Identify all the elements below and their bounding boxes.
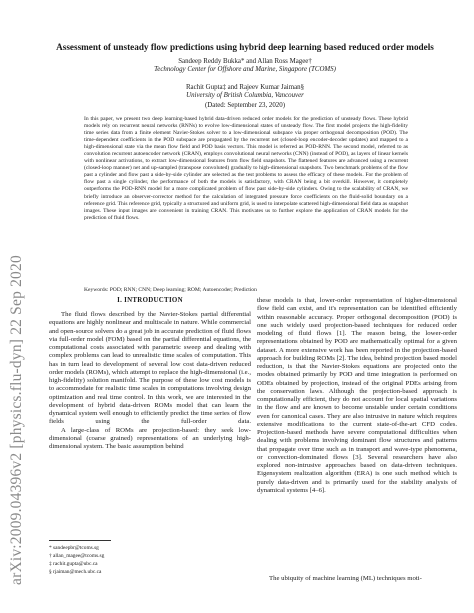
keywords: Keywords: POD; RNN; CNN; Deep learning; ROM; Autoencoder; Prediction [84,287,257,293]
body-paragraph: A large-class of ROMs are projection-based: they seek low-dimensional (coarse grained) representations of an underlying high-dimensional system. The basic assumption behind [49,426,251,450]
abstract: In this paper, we present two deep learning-based hybrid data-driven reduced order models for the prediction of unsteady flows. These hybrid models rely on recurrent neural networks (RNNs) to evolve low-dimensional states of unsteady flow. The first model projects the high-fidelity time series data from a finite element Navier-Stokes solver to a low-dimensional subspace via proper orthogonal decomposition (POD). The time-dependent coefficients in the POD subspace are propagated by the recurrent net (closed-loop encoder-decoder updates) and mapped to a high-dimensional state via the mean flow field and POD basis vectors. This model is referred as POD-RNN. The second model, referred to as convolution recurrent autoencoder network (CRAN), employs convolutional neural networks (CNN) (instead of POD), as layers of linear kernels with nonlinear activations, to extract low-dimensional features from flow field snapshots. The flattened features are advanced using a recurrent (closed-loop manner) net and up-sampled (transpose convoluted) gradually to high-dimensional snapshots. Two benchmark problems of the flow past a cylinder and flow past a side-by-side cylinder are selected as the test problems to assess the efficacy of these models. For the problem of flow past a single cylinder, the performance of both the models is satisfactory, with CRAN being a bit overkill. However, it completely outperforms the POD-RNN model for a more complicated problem of flow past side-by-side cylinders. Owing to the scalability of CRAN, we briefly introduce an observer-corrector method for the calculation of integrated pressure force coefficients on the fluid-solid boundary on a reference grid. This reference grid, typically a structured and uniform grid, is used to interpolate scattered high-dimensional field data as snapshot images. These input images are convenient in training CRAN. This motivates us to further explore the application of CRAN models for the prediction of fluid flows. [84,116,408,221]
author-block-1 [30,58,460,75]
footnote: ‡ rachit.gupta@ubc.ca [49,561,98,568]
author-block-2 [30,84,460,101]
author-affiliation: University of British Columbia, Vancouver [186,92,304,100]
body-paragraph-start: The ubiquity of machine learning (ML) techniques moti- [269,575,422,582]
author-names: Sandeep Reddy Bukka* and Allan Ross Magee† [178,58,312,65]
footnote: † allan_magee@tcoms.sg [49,553,105,560]
footnote: § rjaiman@mech.ubc.ca [49,569,102,576]
right-column [257,297,457,495]
author-names: Rachit Gupta‡ and Rajeev Kumar Jaiman§ [185,84,305,91]
footnote-rule [49,540,111,541]
section-heading: I. INTRODUCTION [117,297,183,304]
body-paragraph: The fluid flows described by the Navier-Stokes partial differential equations are highly nonlinear and multiscale in nature. While commercial and open-source solvers do a great job in accurate prediction of fluid flows via full-order model (FOM) based on the partial differential equations, the computational costs associated with parametric sweep and dealing with complex problems can lead to unrealistic time scales of computation. This has in turn lead to development of several low cost data-driven reduced order models (ROMs), which attempt to replace the high-dimensional (i.e., high-fidelity) solution manifold. The purpose of these low cost models is to accommodate for realistic time scales in computations involving design optimization and real time control. In this work, we are interested in the development of hybrid data-driven ROMs model that can learn the dynamical system well enough to efficiently predict the time series of flow fields using the full-order data. [49,311,251,426]
arxiv-identifier: arXiv:2009.04396v2 [physics.flu-dyn] 22 Sep 2020 [8,255,25,585]
footnotes [49,544,104,576]
paper-title: Assessment of unsteady flow predictions using hybrid deep learning based reduced order models [56,42,434,52]
left-column [49,311,251,451]
author-affiliation: Technology Center for Offshore and Marine, Singapore (TCOMS) [154,66,336,74]
date-line: (Dated: September 23, 2020) [205,102,285,109]
body-paragraph: these models is that, lower-order representation of higher-dimensional flow field can exist, and it's representation can be identified efficiently within reasonable accuracy. Proper orthogonal decomposition (POD) is one such widely used projection-based techniques for reduced order modeling of fluid flows [1]. The reason being, the lower-order representations obtained by POD are mathematically optimal for a given dataset. A more extensive work has been reported in the projection-based approach for building ROMs [2]. The idea, behind projection based model reduction, is that the Navier-Stokes equations are projected onto the modes obtained primarily by POD and time integration is performed on ODEs obtained by projection, instead of the original PDEs arising from the conservation laws. Although the projection-based approach is computationally efficient, they do not account for local spatial variations in the flow and are known to become unstable under certain conditions even for canonical cases. They are also intrusive in nature which requires extensive modifications to the current state-of-the-art CFD codes. Projection-based methods have severe computational difficulties when dealing with problems involving dominant flow structures and patterns that propagate over time such as in transport and wave-type phenomena, or convection-dominated flows [3]. Several researchers have also explored non-intrusive approaches based on data-driven techniques. Eigensystem realization algorithm (ERA) is one such method which is purely data-driven and is primarily used for the stability analysis of dynamical systems [4–6]. [257,297,457,494]
footnote: * sandeepbr@tcoms.sg [49,545,99,551]
